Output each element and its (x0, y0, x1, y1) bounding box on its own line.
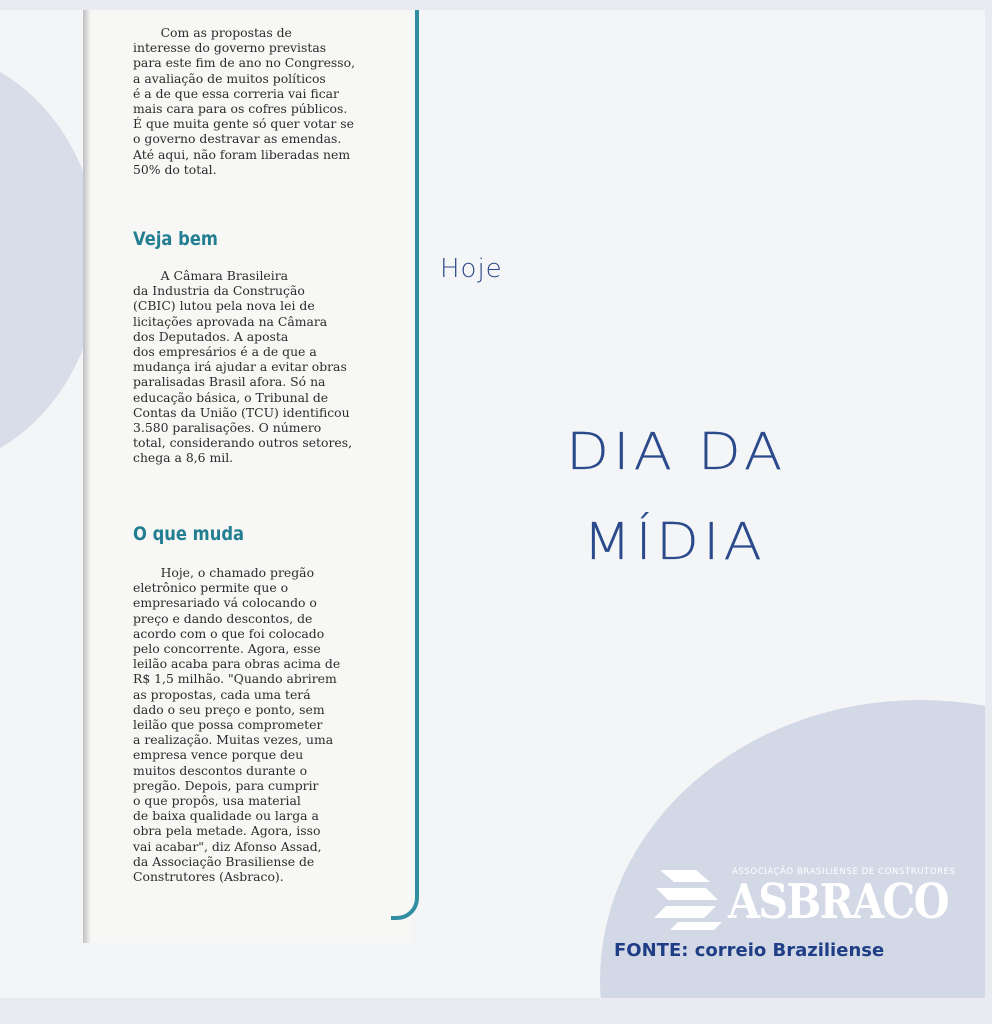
title-line-2: MÍDIA (583, 513, 766, 572)
clipping-heading-o-que-muda: O que muda (133, 523, 245, 545)
asbraco-logo (652, 860, 984, 936)
clipping-paragraph-1: Com as propostas de interesse do governo previstas para este fim de ano no Congresso, a avaliação de muitos políticos é a de que essa correria vai ficar mais cara para os cofres públicos. É que muita gente só quer votar se o governo destravar as emendas. Até aqui, não foram liberadas nem 50% do total. (133, 25, 356, 177)
clipping-heading-veja-bem: Veja bem (133, 228, 218, 250)
hoje-label: Hoje (440, 254, 503, 284)
logo-wordmark: ASBRACO (728, 874, 948, 930)
clipping-paragraph-2: A Câmara Brasileira da Industria da Construção (CBIC) lutou pela nova lei de licitações aprovada na Câmara dos Deputados. A aposta dos empresários é a de que a mudança irá ajudar a evitar obras paralisadas Brasil afora. Só na educação básica, o Tribunal de Contas da União (TCU) identificou 3.580 paralisações. O número total, considerando outros setores, chega a 8,6 mil. (133, 268, 353, 466)
clipping-paragraph-3: Hoje, o chamado pregão eletrônico permite que o empresariado vá colocando o preço e dando descontos, de acordo com o que foi colocado pelo concorrente. Agora, esse leilão acaba para obras acima de R$ 1,5 milhão. "Quando abrirem as propostas, cada uma terá dado o seu preço e ponto, sem leilão que possa comprometer a realização. Muitas vezes, uma empresa vence porque deu muitos descontos durante o pregão. Depois, para cumprir o que propôs, usa material de baixa qualidade ou larga a obra pela metade. Agora, isso vai acabar", diz Afonso Assad, da Associação Brasiliense de Construtores (Asbraco). (133, 565, 341, 885)
source-credit: FONTE: correio Braziliense (614, 940, 885, 961)
asbraco-logo-icon (652, 860, 732, 936)
title-line-1: DIA DA (566, 423, 787, 482)
clipping-shadow (83, 10, 91, 943)
clipping-teal-rule (391, 10, 419, 920)
post-card (0, 10, 985, 998)
newspaper-clipping (83, 10, 411, 943)
logo-organization-name: ASSOCIAÇÃO BRASILIENSE DE CONSTRUTORES (732, 867, 956, 877)
